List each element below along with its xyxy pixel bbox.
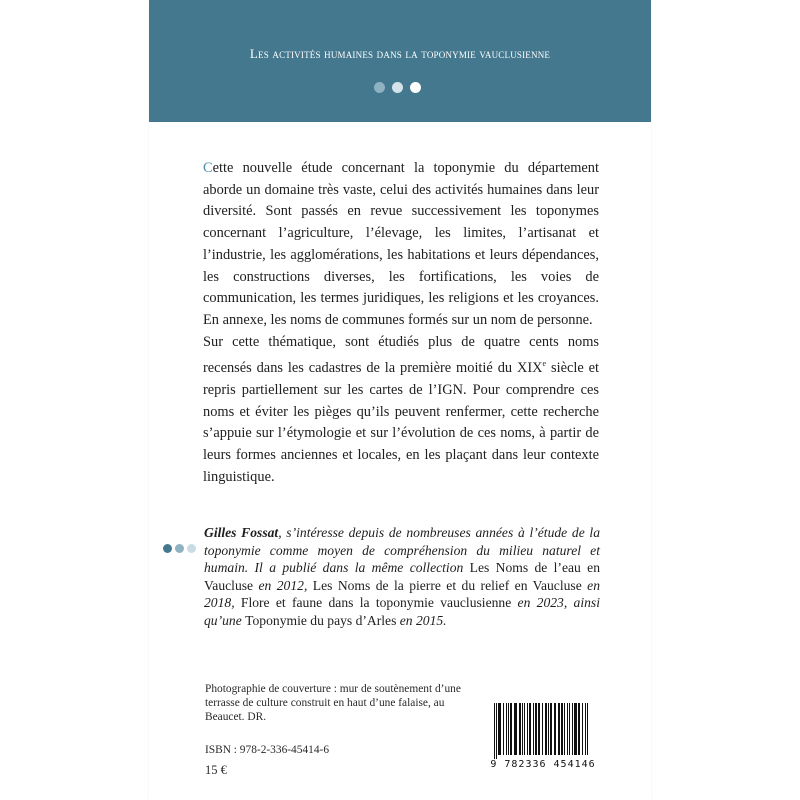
- bio-book-2: Les Noms de la pierre et du relief en Vaucluse: [312, 577, 582, 593]
- book-summary: [203, 158, 599, 489]
- barcode-bars: [492, 703, 594, 761]
- bio-book-1: Les Noms de l’eau en Vaucluse: [204, 560, 601, 593]
- photo-credit: Photographie de couverture : mur de soutènement d’une terrasse de culture construit en haut d’une falaise, au Beaucet. DR.: [205, 683, 461, 723]
- summary-paragraph-1-text: ette nouvelle étude concernant la toponymie du département aborde un domaine très vaste, celui des activités humaines dans leur diversité. Sont passés en revue successivement les toponymes concernant l’agriculture, l’élevage, les limites, l’artisanat et l’industrie, les agglomérations, les habitations et leurs dépendances, les constructions diverses, les fortifications, les voies de communication, les termes juridiques, les religions et les croyances. En annexe, les noms de communes formés sur un nom de personne.: [203, 160, 599, 328]
- bio-dot-1: [163, 544, 172, 553]
- bio-dots-ornament: [163, 544, 196, 553]
- summary-paragraph-2: [203, 332, 599, 489]
- header-dots-ornament: [374, 82, 421, 93]
- series-title: Les activités humaines dans la toponymie vauclusienne: [249, 46, 551, 61]
- summary-paragraph-2-after: siècle et repris partiellement sur les cartes de l’IGN. Pour comprendre ces noms et éviter les pièges qu’ils peuvent renfermer, cette recherche s’appuie sur l’étymologie et sur l’évolution de ces noms, à partir de leurs formes anciennes et locales, en les plaçant dans leur contexte linguistique.: [203, 360, 599, 485]
- cover-header-band: [149, 0, 651, 122]
- summary-paragraph-1: [203, 158, 599, 332]
- summary-superscript: e: [542, 359, 547, 369]
- header-dot-3: [410, 82, 421, 93]
- bio-book-4: Toponymie du pays d’Arles: [245, 612, 397, 628]
- summary-paragraph-2-before: Sur cette thématique, sont étudiés plus de quatre cents noms recensés dans les cadastres de la première moitié du XIX: [203, 333, 599, 377]
- author-name: Gilles Fossat: [204, 525, 279, 540]
- header-dot-2: [392, 82, 403, 93]
- bio-text-5: en 2015.: [396, 612, 447, 628]
- author-biography: [204, 524, 600, 630]
- isbn: ISBN : 978-2-336-45414-6: [205, 744, 330, 756]
- bio-text-3: en 2018,: [204, 577, 600, 611]
- header-dot-1: [374, 82, 385, 93]
- barcode: [486, 697, 600, 771]
- book-back-cover: [149, 0, 651, 800]
- summary-dropcap: C: [203, 160, 213, 176]
- bio-book-3: Flore et faune dans la toponymie vauclusienne: [240, 595, 512, 611]
- price: 15 €: [205, 763, 227, 777]
- bio-text-2: en 2012,: [253, 577, 313, 593]
- bio-text-1: , s’intéresse depuis de nombreuses années à l’étude de la toponymie comme moyen de compréhension du milieu naturel et humain. Il a publié dans la même collection: [204, 525, 600, 576]
- bio-dot-3: [187, 544, 196, 553]
- bio-text-4: en 2023, ainsi qu’une: [204, 595, 600, 628]
- bio-dot-2: [175, 544, 184, 553]
- barcode-digits: 9 782336 454146: [490, 759, 596, 770]
